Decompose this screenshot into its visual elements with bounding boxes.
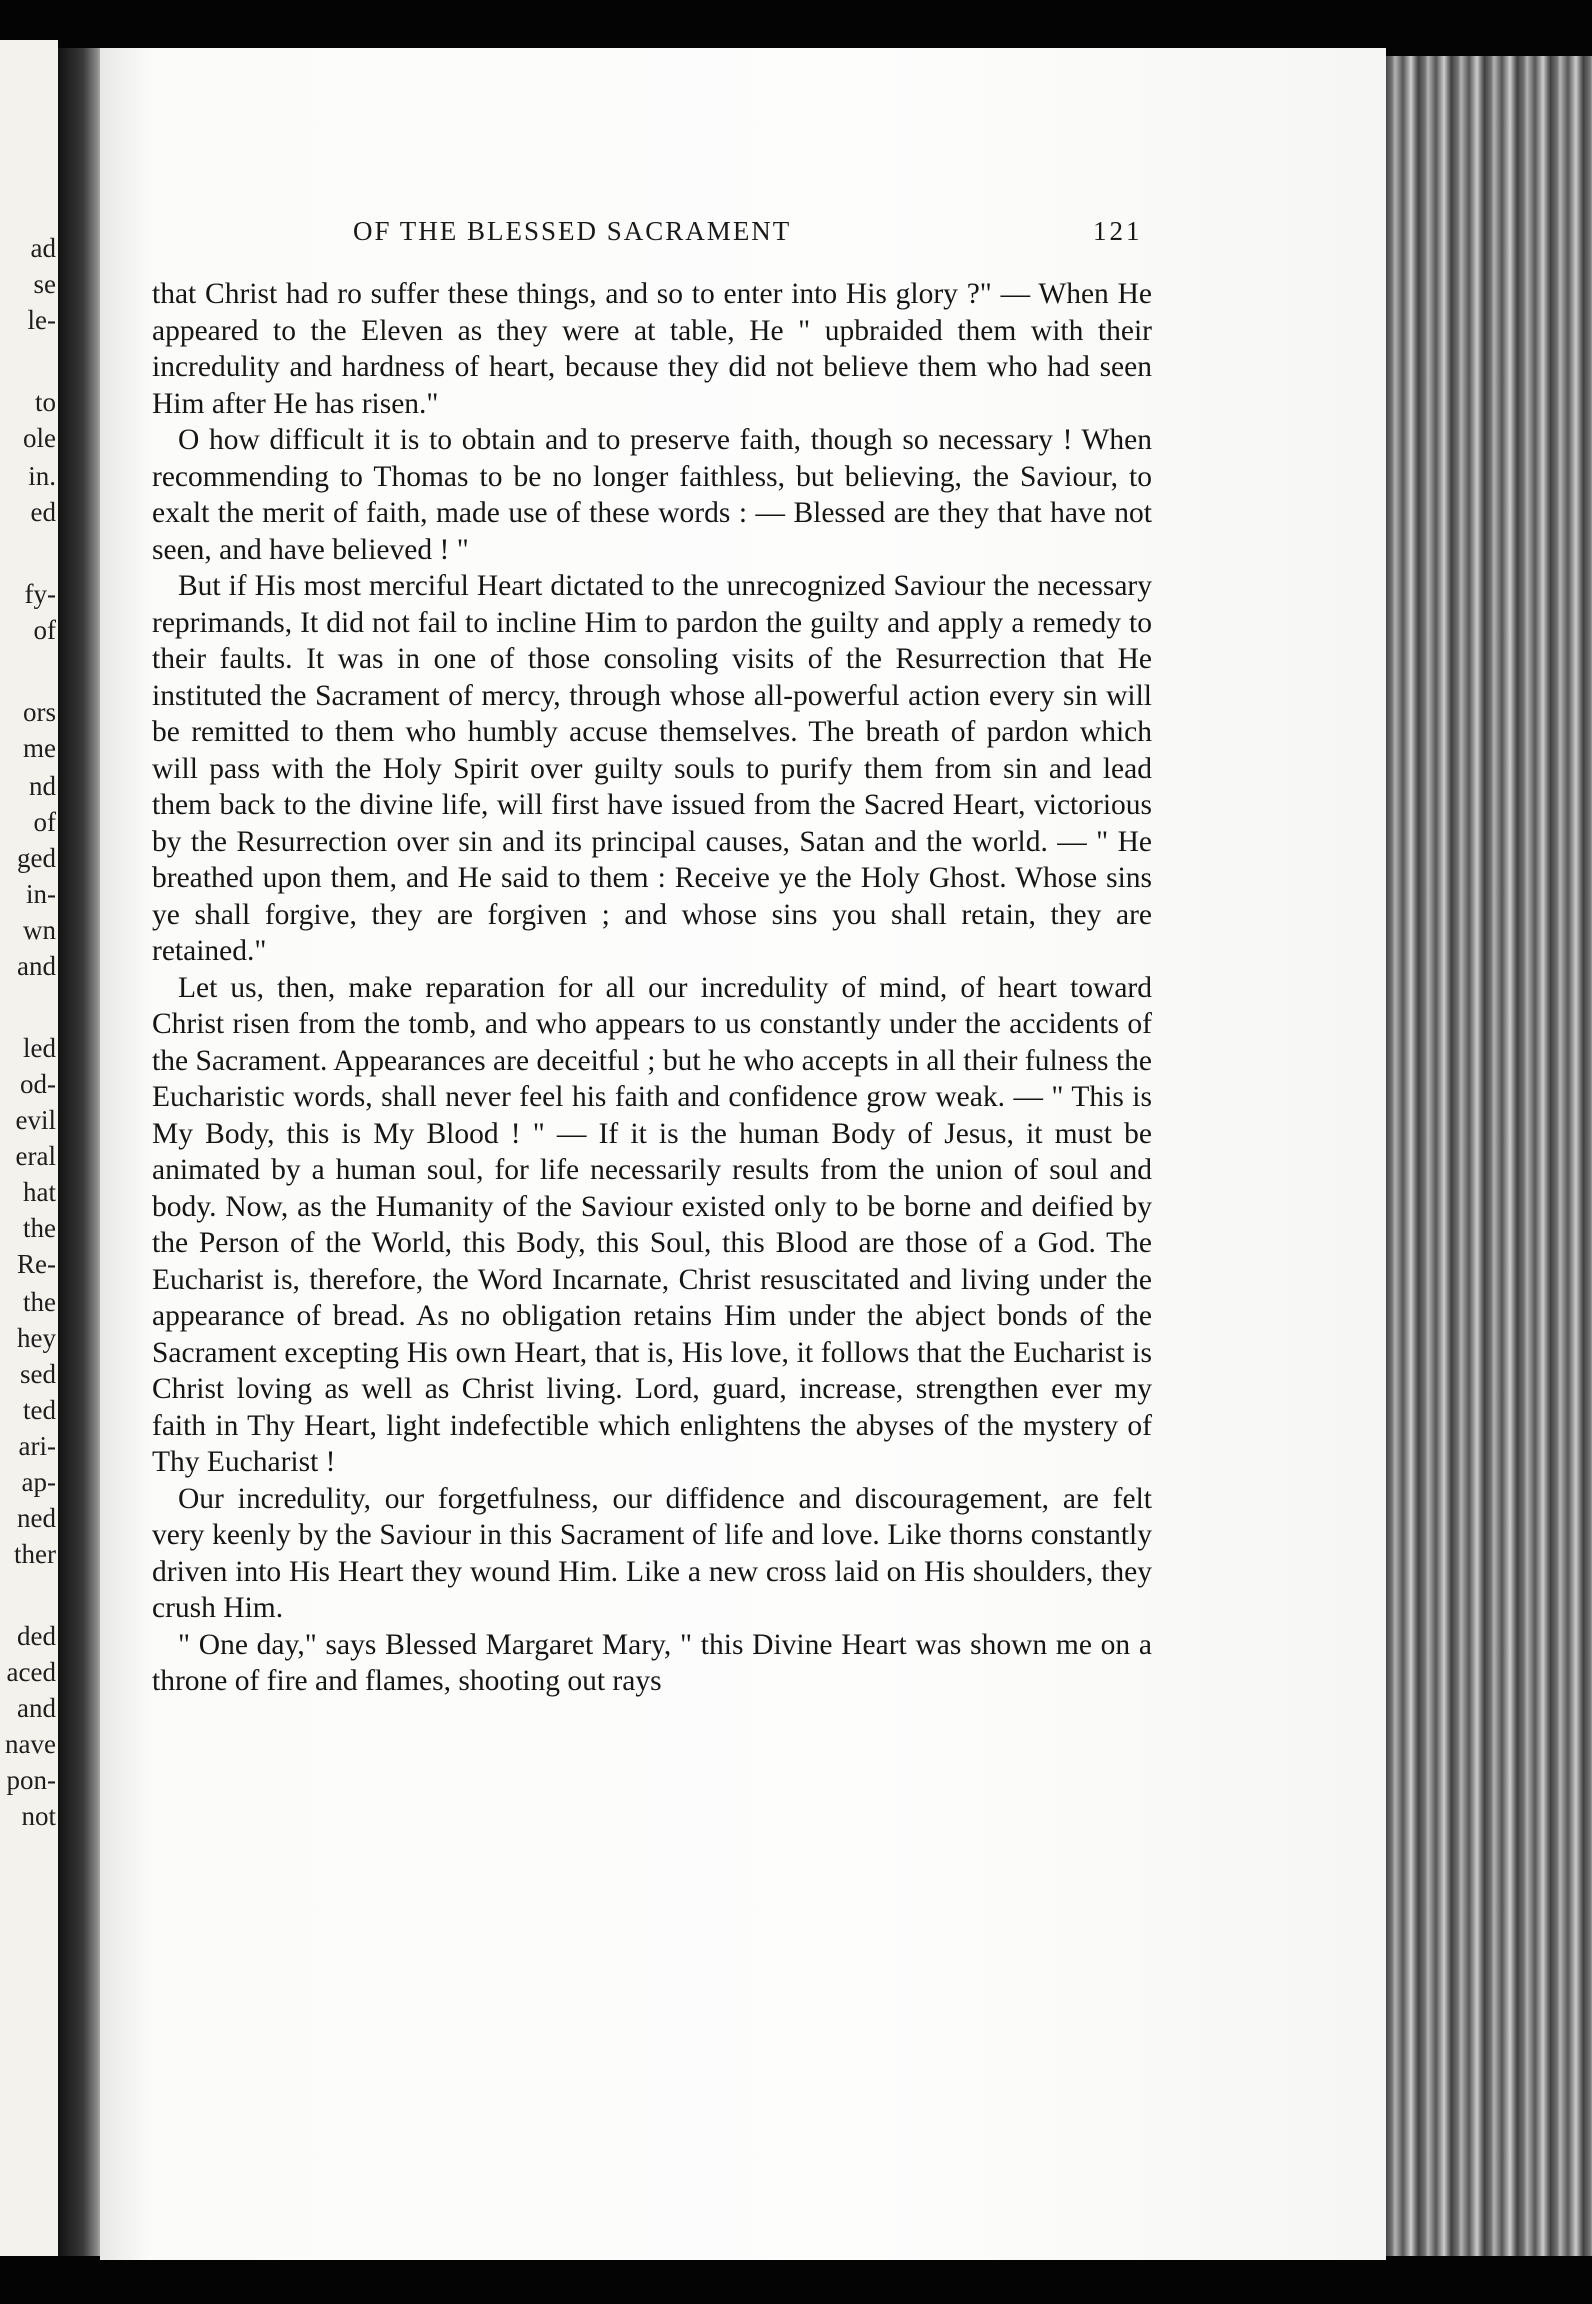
left-page-line-fragment: hat bbox=[23, 1177, 56, 1207]
left-page-line-fragment: of bbox=[33, 807, 56, 837]
page-edges bbox=[1386, 56, 1592, 2256]
left-page-line-fragment: ari- bbox=[18, 1431, 56, 1461]
left-page-line-fragment: ad bbox=[30, 233, 56, 263]
page-number: 121 bbox=[1093, 216, 1143, 246]
left-page-line-fragment: the bbox=[23, 1213, 56, 1243]
left-page-line-fragment: sed bbox=[20, 1359, 56, 1389]
left-page-line-fragment: not bbox=[21, 1801, 56, 1831]
page-header bbox=[353, 216, 1153, 256]
left-page-line-fragment: in. bbox=[28, 461, 56, 491]
left-page-line-fragment: the bbox=[23, 1287, 56, 1317]
left-page-line-fragment: pon- bbox=[6, 1765, 56, 1795]
left-page-line-fragment: nd bbox=[29, 771, 56, 801]
left-page-line-fragment: od- bbox=[20, 1069, 56, 1099]
left-page-line-fragment: ors bbox=[23, 697, 56, 727]
left-page-line-fragment: ged bbox=[17, 843, 56, 873]
left-page-line-fragment: of bbox=[33, 615, 56, 645]
left-page-line-fragment: eral bbox=[15, 1141, 56, 1171]
running-head: OF THE BLESSED SACRAMENT bbox=[353, 216, 792, 246]
left-page-line-fragment: evil bbox=[15, 1105, 56, 1135]
left-page-line-fragment: ther bbox=[14, 1539, 56, 1569]
left-page-line-fragment: ap- bbox=[21, 1467, 56, 1497]
left-page-line-fragment: and bbox=[17, 951, 56, 981]
left-page-line-fragment: nave bbox=[5, 1729, 56, 1759]
left-page-line-fragment: aced bbox=[6, 1657, 56, 1687]
left-page-line-fragment: le- bbox=[27, 305, 56, 335]
left-page-line-fragment: hey bbox=[17, 1323, 56, 1353]
left-page-line-fragment: led bbox=[23, 1033, 56, 1063]
left-page-line-fragment: and bbox=[17, 1693, 56, 1723]
left-page-line-fragment: wn bbox=[23, 915, 56, 945]
left-page-line-fragment: to bbox=[34, 387, 56, 417]
left-page-line-fragment: ed bbox=[30, 497, 56, 527]
paragraph: that Christ had ro suffer these things, and so to enter into His glory ?" — When He appeared to the Eleven as they were at table, He " upbraided them with their incredulity and hardness of heart, because they did not believe them who had seen Him after He has risen." bbox=[152, 278, 1152, 420]
left-page-line-fragment: ned bbox=[17, 1503, 56, 1533]
left-page-line-fragment: Re- bbox=[17, 1249, 56, 1279]
left-page-line-fragment: in- bbox=[26, 879, 56, 909]
book-gutter-shadow bbox=[58, 48, 104, 2256]
left-page-line-fragment: fy- bbox=[24, 579, 56, 609]
left-page-line-fragment: ted bbox=[23, 1395, 56, 1425]
paragraph: O how difficult it is to obtain and to preserve faith, though so necessary ! When recommending to Thomas to be no longer faithless, but believing, the Saviour, to exalt the merit of faith, made use of these words : — Blessed are they that have not seen, and have believed ! " bbox=[152, 424, 1152, 566]
left-page-line-fragment: se bbox=[33, 269, 56, 299]
paragraph: Let us, then, make reparation for all our incredulity of mind, of heart toward Christ risen from the tomb, and who appears to us constantly under the accidents of the Sacrament. Appearances are deceitful ; but he who accepts in all their fulness the Eucharistic words, shall never feel his faith and confidence grow weak. — " This is My Body, this is My Blood ! " — If it is the human Body of Jesus, it must be animated by a human soul, for life necessarily results from the union of soul and body. Now, as the Humanity of the Saviour existed only to be borne and deified by the Person of the World, this Body, this Soul, this Blood are those of a God. The Eucharist is, therefore, the Word Incarnate, Christ resuscitated and living under the appearance of bread. As no obligation retains Him under the abject bonds of the Sacrament excepting His own Heart, that is, His love, it follows that the Eucharist is Christ loving as well as Christ living. Lord, guard, increase, strengthen ever my faith in Thy Heart, light indefectible which enlightens the abyses of the mystery of Thy Eucharist ! bbox=[152, 971, 1152, 1478]
paragraph: " One day," says Blessed Margaret Mary, " this Divine Heart was shown me on a throne of fire and flames, shooting out rays bbox=[152, 1628, 1152, 1697]
paragraph: Our incredulity, our forgetfulness, our diffidence and discouragement, are felt very keenly by the Saviour in this Sacrament of life and love. Like thorns constantly driven into His Heart they wound Him. Like a new cross laid on His shoulders, they crush Him. bbox=[152, 1482, 1152, 1624]
left-page-line-fragment: ole bbox=[23, 423, 56, 453]
body-text bbox=[152, 276, 1152, 1700]
left-page-line-fragment: ded bbox=[17, 1621, 56, 1651]
left-page-line-fragment: me bbox=[23, 733, 56, 763]
paragraph: But if His most merciful Heart dictated to the unrecognized Saviour the necessary reprimands, It did not fail to incline Him to pardon the guilty and apply a remedy to their faults. It was in one of those consoling visits of the Resurrection that He instituted the Sacrament of mercy, through whose all-powerful action every sin will be remitted to them who humbly accuse themselves. The breath of pardon which will pass with the Holy Spirit over guilty souls to purify them from sin and lead them back to the divine life, will first have issued from the Sacred Heart, victorious by the Resurrection over sin and its principal causes, Satan and the world. — " He breathed upon them, and He said to them : Receive ye the Holy Ghost. Whose sins ye shall forgive, they are forgiven ; and whose sins you shall retain, they are retained." bbox=[152, 570, 1152, 967]
left-facing-page bbox=[0, 40, 58, 2256]
